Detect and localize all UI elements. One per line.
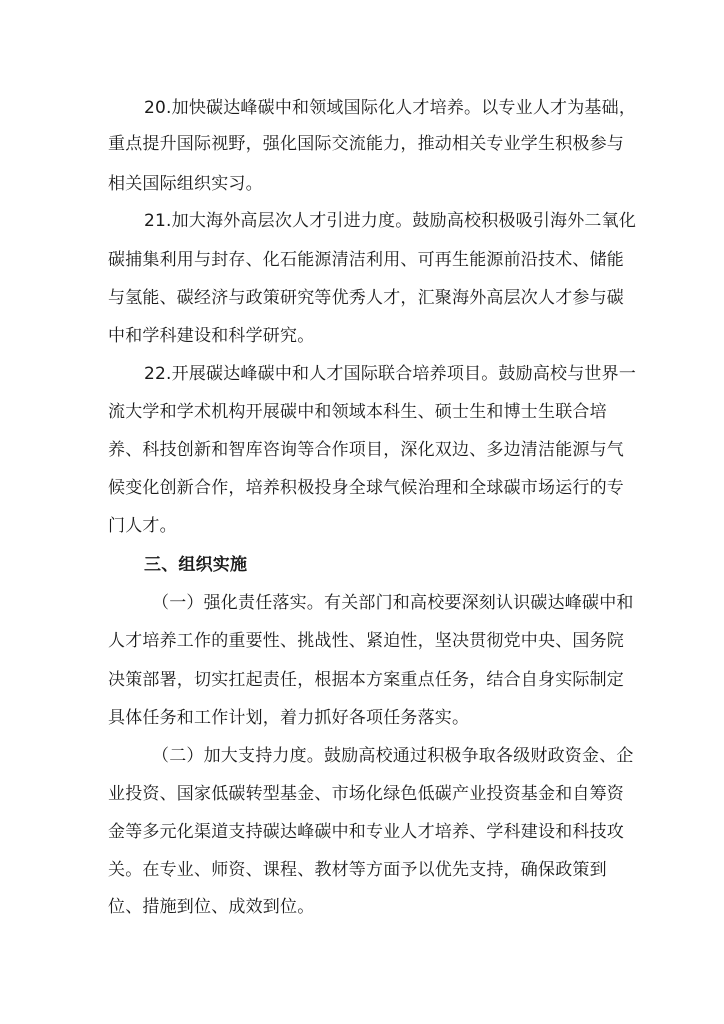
item-1-line-1: （一）强化责任落实。有关部门和高校要深刻认识碳达峰碳中和 (152, 593, 634, 613)
paragraph-22-line-4: 候变化创新合作，培养积极投身全球气候治理和全球碳市场运行的专 (108, 478, 624, 498)
item-1-line-3: 决策部署，切实扛起责任，根据本方案重点任务，结合自身实际制定 (108, 670, 624, 690)
paragraph-22-line-3: 养、科技创新和智库咨询等合作项目，深化双边、多边清洁能源与气 (108, 440, 624, 460)
item-2-line-5: 位、措施到位、成效到位。 (108, 897, 315, 917)
paragraph-21-line-1: 21.加大海外高层次人才引进力度。鼓励高校积极吸引海外二氧化 (144, 211, 637, 231)
paragraph-21-line-4: 中和学科建设和科学研究。 (108, 326, 315, 346)
section-heading: 三、组织实施 (144, 555, 248, 575)
paragraph-22-line-5: 门人才。 (108, 516, 177, 536)
item-1-line-4: 具体任务和工作计划，着力抓好各项任务落实。 (108, 708, 470, 728)
paragraph-22-line-2: 流大学和学术机构开展碳中和领域本科生、硕士生和博士生联合培 (108, 402, 607, 422)
item-2-line-1: （二）加大支持力度。鼓励高校通过积极争取各级财政资金、企 (152, 746, 634, 766)
paragraph-20-line-2: 重点提升国际视野，强化国际交流能力，推动相关专业学生积极参与 (108, 134, 624, 154)
paragraph-20-line-3: 相关国际组织实习。 (108, 174, 263, 194)
paragraph-21-line-2: 碳捕集利用与封存、化石能源清洁利用、可再生能源前沿技术、储能 (108, 250, 624, 270)
item-1-line-2: 人才培养工作的重要性、挑战性、紧迫性，坚决贯彻党中央、国务院 (108, 631, 624, 651)
paragraph-20-line-1: 20.加快碳达峰碳中和领域国际化人才培养。以专业人才为基础， (144, 98, 637, 118)
item-2-line-3: 金等多元化渠道支持碳达峰碳中和专业人才培养、学科建设和科技攻 (108, 822, 624, 842)
paragraph-21-line-3: 与氢能、碳经济与政策研究等优秀人才，汇聚海外高层次人才参与碳 (108, 288, 624, 308)
paragraph-22-line-1: 22.开展碳达峰碳中和人才国际联合培养项目。鼓励高校与世界一 (144, 364, 637, 384)
item-2-line-2: 业投资、国家低碳转型基金、市场化绿色低碳产业投资基金和自筹资 (108, 784, 624, 804)
item-2-line-4: 关。在专业、师资、课程、教材等方面予以优先支持，确保政策到 (108, 860, 607, 880)
